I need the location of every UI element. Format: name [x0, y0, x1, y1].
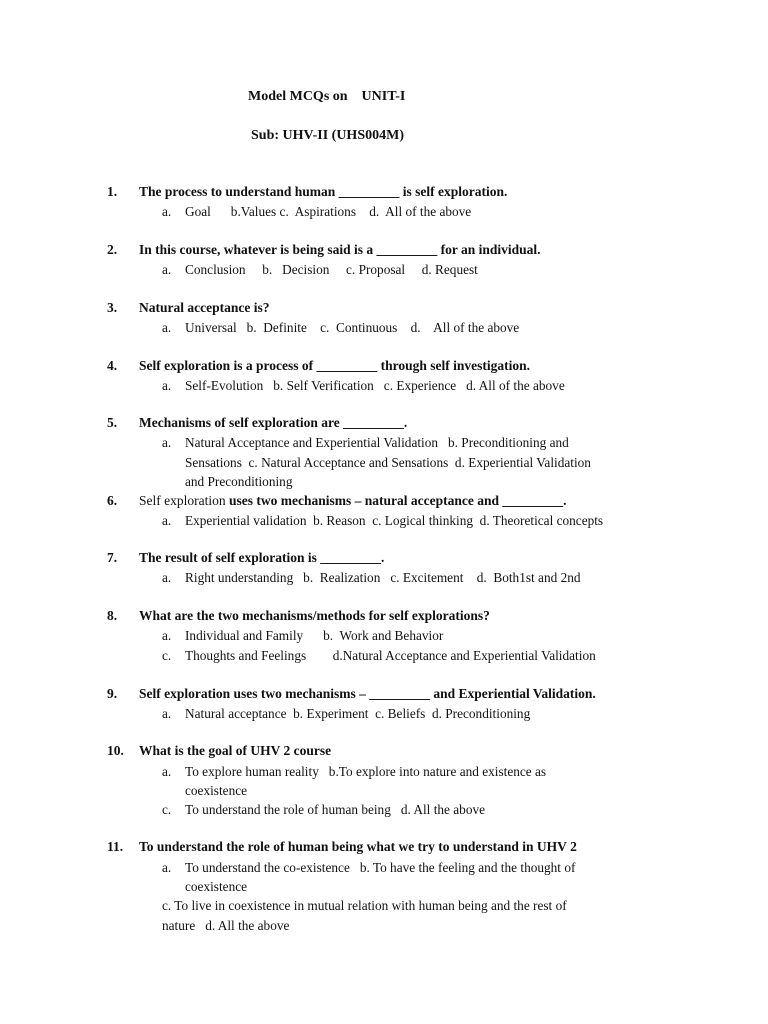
options-line: Sensations c. Natural Acceptance and Sensations d. Experiential Validation [185, 455, 591, 470]
options-line: coexistence [185, 879, 248, 894]
options-line: coexistence [185, 783, 248, 798]
option-label: c. [162, 802, 172, 817]
options-line: Self-Evolution b. Self Verification c. Experience d. All of the above [185, 378, 565, 393]
option-label: a. [162, 860, 172, 875]
question-number: 2. [107, 242, 118, 257]
option-label: c. [162, 648, 172, 663]
option-label: a. [162, 570, 172, 585]
question-number: 8. [107, 608, 118, 623]
question-text: Self exploration is a process of _________ through self investigation. [139, 358, 531, 373]
question-text: Natural acceptance is? [139, 300, 270, 315]
option-label: a. [162, 378, 172, 393]
options-line: Experiential validation b. Reason c. Logical thinking d. Theoretical concepts [185, 513, 604, 528]
options-line: Right understanding b. Realization c. Excitement d. Both1st and 2nd [185, 570, 581, 585]
question-text: Mechanisms of self exploration are _________. [139, 415, 408, 430]
question-number: 4. [107, 358, 118, 373]
question-text-plain: Self exploration [139, 493, 229, 508]
question-number: 7. [107, 550, 118, 565]
options-line: Conclusion b. Decision c. Proposal d. Request [185, 262, 478, 277]
option-label: a. [162, 706, 172, 721]
question-number: 6. [107, 493, 118, 508]
question-number: 10. [107, 743, 124, 758]
question-number: 5. [107, 415, 118, 430]
options-line: nature d. All the above [162, 918, 290, 933]
question-number: 1. [107, 184, 118, 199]
options-line: Natural acceptance b. Experiment c. Beliefs d. Preconditioning [185, 706, 531, 721]
question-text: To understand the role of human being what we try to understand in UHV 2 [139, 839, 577, 854]
question-number: 3. [107, 300, 118, 315]
question-text: What are the two mechanisms/methods for self explorations? [139, 608, 490, 623]
option-label: a. [162, 204, 172, 219]
options-line: c. To live in coexistence in mutual relation with human being and the rest of [162, 898, 567, 913]
options-line: Natural Acceptance and Experiential Validation b. Preconditioning and [185, 435, 569, 450]
page-title: Model MCQs on UNIT-I [248, 89, 406, 104]
option-label: a. [162, 628, 172, 643]
options-line: Goal b.Values c. Aspirations d. All of the above [185, 204, 472, 219]
options-line: To explore human reality b.To explore into nature and existence as [185, 764, 547, 779]
option-label: a. [162, 513, 172, 528]
option-label: a. [162, 320, 172, 335]
question-number: 9. [107, 686, 118, 701]
question-text: What is the goal of UHV 2 course [139, 743, 332, 758]
options-line: and Preconditioning [185, 474, 293, 489]
options-line: Individual and Family b. Work and Behavior [185, 628, 444, 643]
options-line: Universal b. Definite c. Continuous d. All of the above [185, 320, 520, 335]
question-text [139, 491, 699, 511]
question-text: Self exploration uses two mechanisms – _________ and Experiential Validation. [139, 686, 596, 701]
options-line: Thoughts and Feelings d.Natural Acceptance and Experiential Validation [185, 648, 596, 663]
options-line: To understand the co-existence b. To have the feeling and the thought of [185, 860, 576, 875]
subject-line: Sub: UHV-II (UHS004M) [251, 128, 404, 143]
question-text-bold: uses two mechanisms – natural acceptance and _________. [228, 493, 567, 508]
question-text: In this course, whatever is being said is a _________ for an individual. [139, 242, 541, 257]
question-text: The result of self exploration is _________. [139, 550, 385, 565]
option-label: a. [162, 435, 172, 450]
question-number: 11. [107, 839, 124, 854]
options-line: To understand the role of human being d. All the above [185, 802, 486, 817]
question-text: The process to understand human _________ is self exploration. [139, 184, 508, 199]
option-label: a. [162, 764, 172, 779]
option-label: a. [162, 262, 172, 277]
